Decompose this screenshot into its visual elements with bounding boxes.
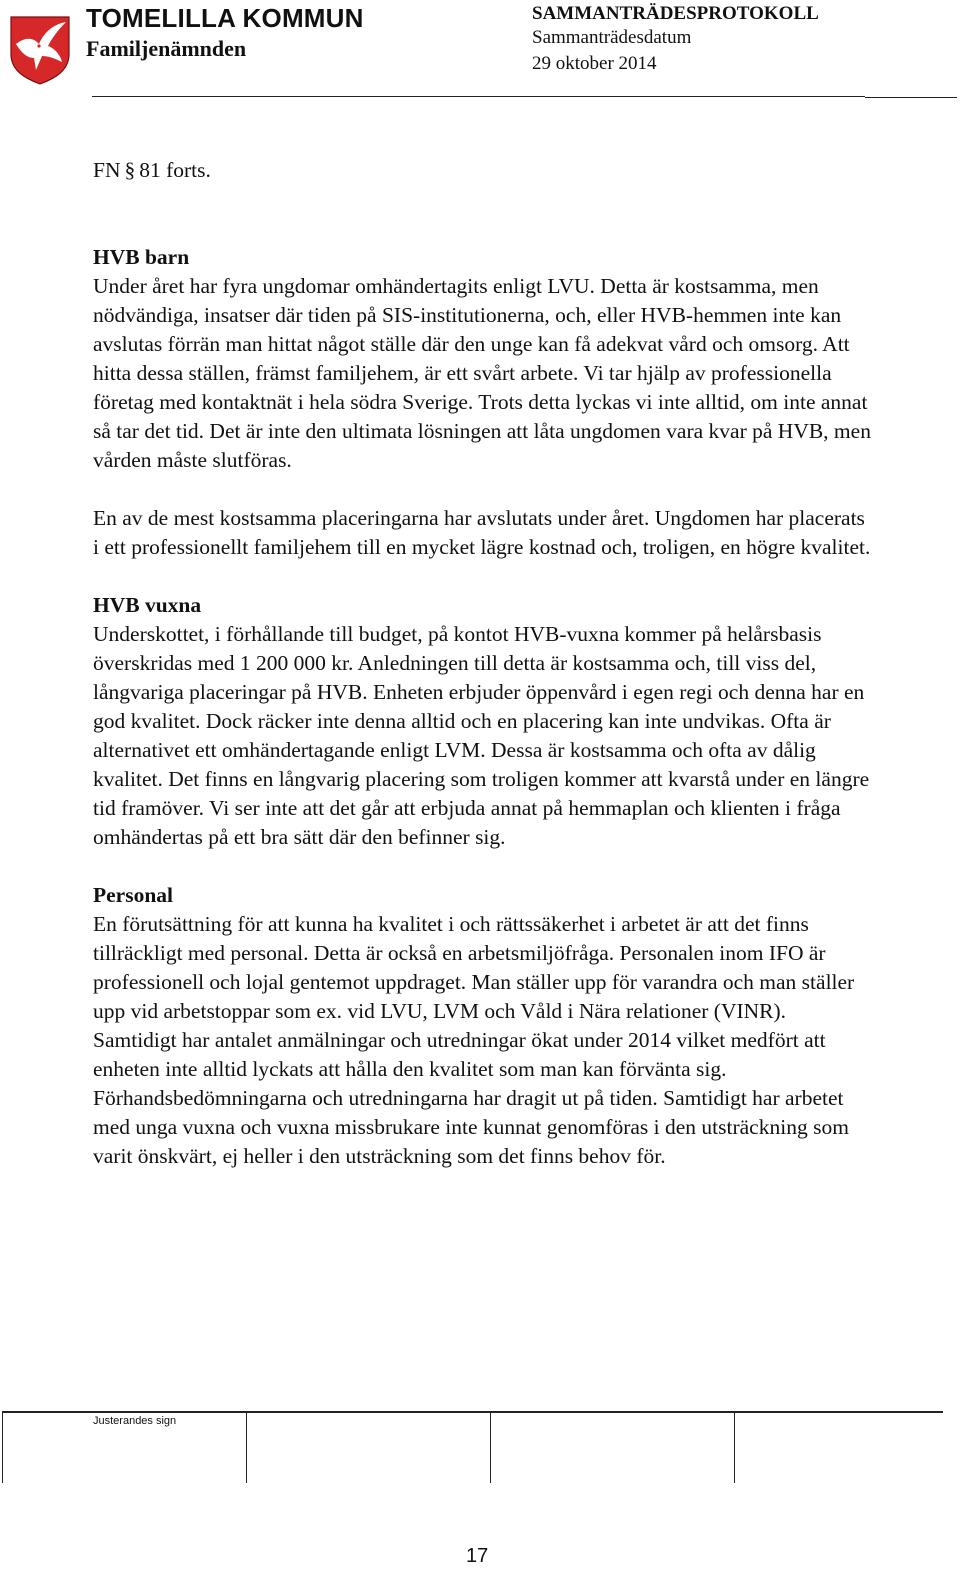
document-body: [93, 156, 873, 1171]
signature-cell: [734, 1413, 943, 1483]
section-heading-hvb-barn: HVB barn: [93, 245, 190, 269]
org-name: TOMELILLA KOMMUN: [86, 3, 364, 33]
paragraph-hvb-barn-1: Under året har fyra ungdomar omhändertagits enligt LVU. Detta är kostsamma, men nödvändiga, insatser där tiden på SIS-institutionerna, och, eller HVB-hemmen inte kan avslutas förrän man hittat något ställe där den unge kan få adekvat vård och omsorg. Att hitta dessa ställen, främst familjehem, är ett svårt arbete. Vi tar hjälp av professionella företag med kontaktnät i hela södra Sverige. Trots detta lyckas vi inte alltid, om inte annat så tar det tid. Det är inte den ultimata lösningen att låta ungdomen vara kvar på HVB, men vården måste slutföras.: [93, 274, 871, 472]
document-type: SAMMANTRÄDESPROTOKOLL: [532, 3, 819, 24]
page-number: 17: [466, 1545, 489, 1567]
header-divider: [92, 96, 865, 97]
signature-label: Justerandes sign: [93, 1415, 177, 1427]
paragraph-hvb-barn-2: En av de mest kostsamma placeringarna har avslutats under året. Ungdomen har placerats i ett professionellt familjehem till en mycket lägre kostnad och, troligen, en högre kvalitet.: [93, 506, 871, 559]
meeting-date-label: Sammanträdesdatum: [532, 27, 692, 48]
org-subtitle: Familjenämnden: [86, 36, 247, 61]
paragraph-symbol: §: [124, 158, 136, 182]
paragraph-hvb-vuxna-1: Underskottet, i förhållande till budget, på kontot HVB-vuxna kommer på helårsbasis överskridas med 1 200 000 kr. Anledningen till detta är kostsamma och, till viss del, långvariga placeringar på HVB. Enheten erbjuder öppenvård i egen regi och denna har en god kvalitet. Dock räcker inte denna alltid och en placering kan inte undvikas. Ofta är alternativet ett omhändertagande enligt LVM. Dessa är kostsamma och ofta av dålig kvalitet. Det finns en långvarig placering som troligen kommer att kvarstå under en längre tid framöver. Vi ser inte att det går att erbjuda annat på hemmaplan och klienten i fråga omhändertas på ett bra sätt där den befinner sig.: [93, 622, 870, 849]
section-suffix: 81 forts.: [139, 158, 211, 182]
section-heading-personal: Personal: [93, 883, 174, 907]
signature-table: [2, 1411, 943, 1483]
section-reference: [93, 156, 873, 185]
signature-cell: [246, 1413, 490, 1483]
section-heading-hvb-vuxna: HVB vuxna: [93, 593, 202, 617]
coat-of-arms-icon: [8, 14, 72, 86]
signature-cell: [490, 1413, 734, 1483]
signature-cell: [2, 1413, 246, 1483]
paragraph-personal-1: En förutsättning för att kunna ha kvalitet i och rättssäkerhet i arbetet är att det finns tillräckligt med personal. Detta är också en arbetsmiljöfråga. Personalen inom IFO är professionell och lojal gentemot uppdraget. Man ställer upp för varandra och man ställer upp vid arbetstoppar som ex. vid LVU, LVM och Våld i Nära relationer (VINR). Samtidigt har antalet anmälningar och utredningar ökat under 2014 vilket medfört att enheten inte alltid lyckats att hålla den kvalitet som man kan förvänta sig. Förhandsbedömningarna och utredningarna har dragit ut på tiden. Samtidigt har arbetet med unga vuxna och vuxna missbrukare inte kunnat genomföras i den utsträckning som varit önskvärt, ej heller i den utsträckning som det finns behov för.: [93, 912, 855, 1168]
section-prefix: FN: [93, 158, 121, 182]
meeting-date: 29 oktober 2014: [532, 53, 657, 74]
header-divider-tail: [865, 97, 957, 98]
